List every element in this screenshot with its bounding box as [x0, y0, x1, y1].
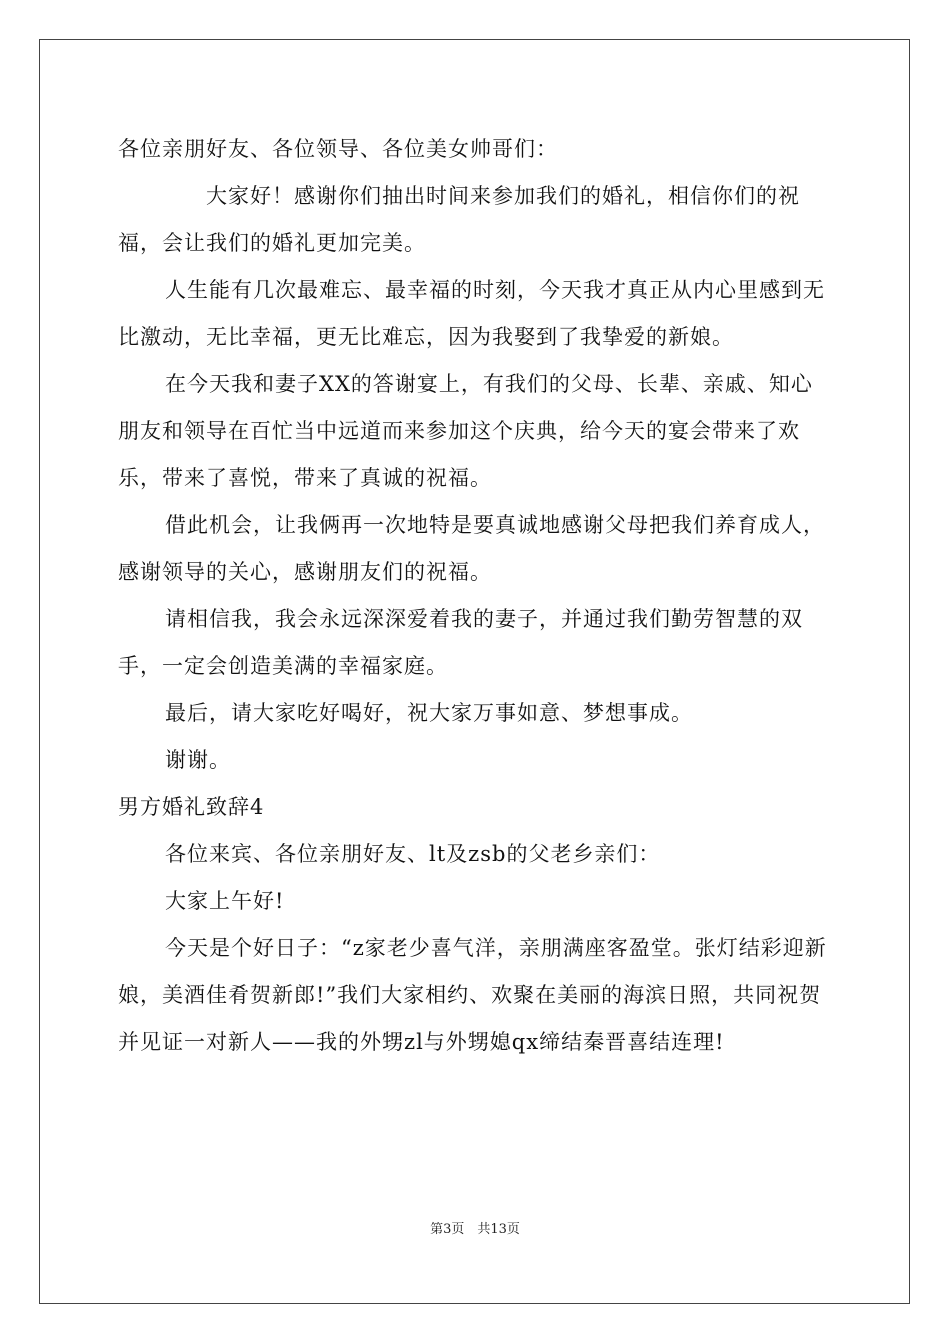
- section-heading: 男方婚礼致辞4: [118, 795, 265, 819]
- greeting-paragraph: 大家好！感谢你们抽出时间来参加我们的婚礼，相信你们的祝福，会让我们的婚礼更加完美。: [118, 184, 800, 255]
- body-paragraph: 人生能有几次最难忘、最幸福的时刻，今天我才真正从内心里感到无比激动，无比幸福，更无比难忘，因为我娶到了我挚爱的新娘。: [118, 278, 825, 349]
- body-paragraph: 今天是个好日子：“z家老少喜气洋，亲朋满座客盈堂。张灯结彩迎新娘，美酒佳肴贺新郎!”我们大家相约、欢聚在美丽的海滨日照，共同祝贺并见证一对新人——我的外甥zl与外甥媳qx缔结秦晋喜结连理!: [118, 936, 827, 1054]
- salutation: 各位亲朋好友、各位领导、各位美女帅哥们：: [118, 137, 558, 161]
- body-paragraph: 最后，请大家吃好喝好，祝大家万事如意、梦想事成。: [165, 701, 693, 725]
- body-paragraph: 请相信我，我会永远深深爱着我的妻子，并通过我们勤劳智慧的双手，一定会创造美满的幸福家庭。: [118, 607, 803, 678]
- greeting-paragraph: 大家上午好!: [165, 889, 285, 913]
- salutation: 各位来宾、各位亲朋好友、lt及zsb的父老乡亲们：: [165, 842, 661, 866]
- page-number: 第3页 共13页: [430, 1222, 520, 1237]
- body-paragraph: 在今天我和妻子XX的答谢宴上，有我们的父母、长辈、亲戚、知心朋友和领导在百忙当中远道而来参加这个庆典，给今天的宴会带来了欢乐，带来了喜悦，带来了真诚的祝福。: [118, 372, 813, 490]
- document-body: [118, 126, 834, 1066]
- closing-paragraph: 谢谢。: [165, 748, 231, 772]
- body-paragraph: 借此机会，让我俩再一次地特是要真诚地感谢父母把我们养育成人，感谢领导的关心，感谢朋友们的祝福。: [118, 513, 825, 584]
